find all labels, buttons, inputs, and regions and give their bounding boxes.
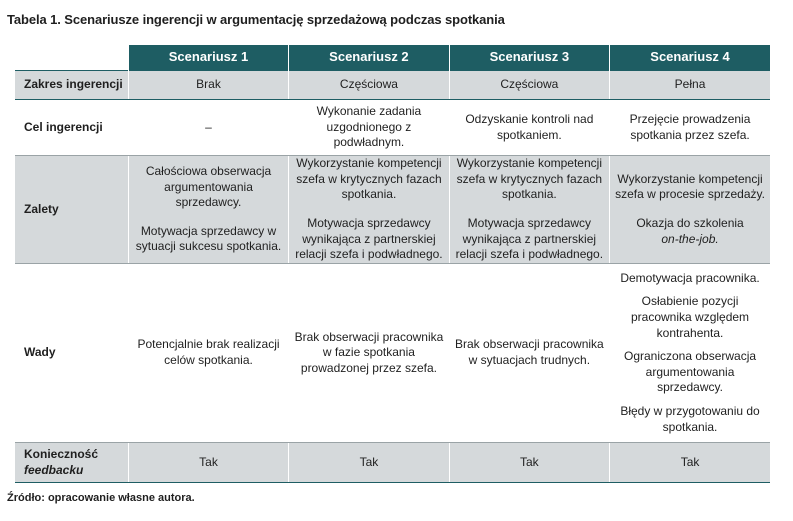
table-row — [15, 71, 770, 100]
header-scenario-4: Scenariusz 4 — [610, 45, 770, 71]
table-cell: Częściowa — [289, 71, 449, 100]
source-note — [7, 492, 195, 504]
table-cell: Całościowa obserwacja argumentowania sprzedawcy. Motywacja sprzedawcy w sytuacji sukcesu spotkania. — [128, 156, 288, 264]
table-cell: Pełna — [610, 71, 770, 100]
table-cell: – — [128, 100, 288, 156]
scenarios-table — [15, 45, 770, 483]
table-row — [15, 100, 770, 156]
header-scenario-1: Scenariusz 1 — [128, 45, 288, 71]
table-cell: Demotywacja pracownika. Osłabienie pozycji pracownika względem kontrahenta. Ograniczona obserwacja argumentowania sprzedawcy. Błędy w przygotowaniu do spotkania. — [610, 264, 770, 443]
table-cell: Tak — [449, 443, 609, 483]
table-cell: Brak — [128, 71, 288, 100]
table-cell: Potencjalnie brak realizacji celów spotkania. — [128, 264, 288, 443]
row-label-zalety: Zalety — [15, 156, 128, 264]
row-label-cel: Cel ingerencji — [15, 100, 128, 156]
table-title: Tabela 1. Scenariusze ingerencji w argumentację sprzedażową podczas spotkania — [7, 12, 505, 27]
table-row — [15, 156, 770, 264]
table-cell: Wykorzystanie kompetencji szefa w procesie sprzedaży. Okazja do szkolenia on-the-job. — [610, 156, 770, 264]
header-scenario-3: Scenariusz 3 — [449, 45, 609, 71]
table-cell: Brak obserwacji pracownika w fazie spotkania prowadzonej przez szefa. — [289, 264, 449, 443]
table-cell: Przejęcie prowadzenia spotkania przez szefa. — [610, 100, 770, 156]
table-cell: Wykonanie zadania uzgodnionego z podwładnym. — [289, 100, 449, 156]
table-cell: Częściowa — [449, 71, 609, 100]
header-corner — [15, 45, 128, 71]
header-row — [15, 45, 770, 71]
row-label-zakres: Zakres ingerencji — [15, 71, 128, 100]
table-row — [15, 443, 770, 483]
row-label-wady: Wady — [15, 264, 128, 443]
source-label: Źródło: — [7, 492, 45, 504]
table-cell: Wykorzystanie kompetencji szefa w krytycznych fazach spotkania. Motywacja sprzedawcy wynikająca z partnerskiej relacji szefa i podwładnego. — [449, 156, 609, 264]
table-cell: Tak — [128, 443, 288, 483]
table-cell: Brak obserwacji pracownika w sytuacjach trudnych. — [449, 264, 609, 443]
table-cell: Tak — [289, 443, 449, 483]
table-cell: Odzyskanie kontroli nad spotkaniem. — [449, 100, 609, 156]
row-label-feedback: Konieczność feedbacku — [15, 443, 128, 483]
table-cell: Tak — [610, 443, 770, 483]
table-cell: Wykorzystanie kompetencji szefa w krytycznych fazach spotkania. Motywacja sprzedawcy wynikająca z partnerskiej relacji szefa i podwładnego. — [289, 156, 449, 264]
header-scenario-2: Scenariusz 2 — [289, 45, 449, 71]
source-text: opracowanie własne autora. — [47, 492, 195, 504]
table-row — [15, 264, 770, 443]
